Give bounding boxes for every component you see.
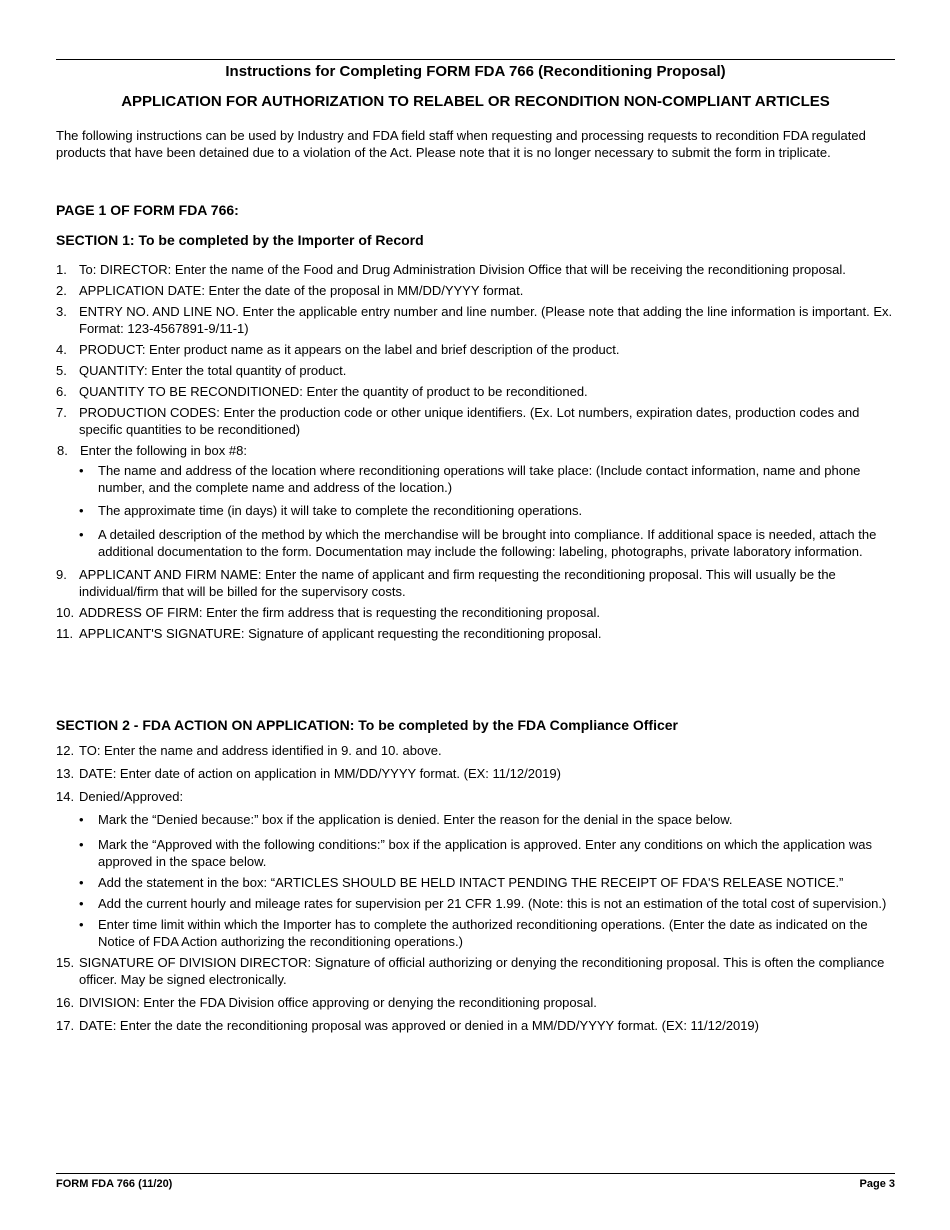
- bullet-item: [56, 462, 895, 496]
- item-text: QUANTITY TO BE RECONDITIONED: Enter the quantity of product to be reconditioned.: [79, 384, 588, 399]
- intro-paragraph: The following instructions can be used by Industry and FDA field staff when requesting and processing requests to recondition FDA regulated products that have been detained due to a violation of the Act. Please note that it is no longer necessary to submit the form in triplicate.: [56, 128, 866, 160]
- list-item: [56, 341, 895, 358]
- list-item: [56, 442, 895, 459]
- item-number: 16.: [56, 995, 75, 1010]
- item-number: 12.: [56, 743, 75, 758]
- item-number: 13.: [56, 766, 75, 781]
- item-number: 5.: [56, 363, 67, 378]
- bullet-icon: •: [79, 896, 84, 911]
- item-number: 4.: [56, 342, 67, 357]
- footer-form-id: FORM FDA 766 (11/20): [56, 1178, 173, 1190]
- section2-heading: SECTION 2 - FDA ACTION ON APPLICATION: To be completed by the FDA Compliance Officer: [56, 717, 679, 733]
- item-text: PRODUCTION CODES: Enter the production code or other unique identifiers. (Ex. Lot numbers, expiration dates, production codes and specific quantities to be reconditioned): [79, 405, 860, 437]
- bullet-icon: •: [79, 917, 84, 932]
- item-text: QUANTITY: Enter the total quantity of product.: [79, 363, 347, 378]
- bullet-item: [56, 916, 895, 950]
- list-item: [56, 1017, 895, 1034]
- bullet-item: [56, 836, 895, 870]
- list-item: [56, 742, 895, 759]
- item-number: 1.: [56, 262, 67, 277]
- footer-page-number: Page 3: [859, 1178, 895, 1190]
- bullet-text: A detailed description of the method by which the merchandise will be brought into compliance. If additional space is needed, attach the additional documentation to the form. Documentation may include the following: labeling, photographs, private laboratory information.: [98, 527, 877, 559]
- item-text: TO: Enter the name and address identified in 9. and 10. above.: [79, 743, 442, 758]
- bottom-divider: [56, 1173, 895, 1174]
- item-number: 11.: [56, 626, 74, 641]
- item-text: Denied/Approved:: [79, 789, 184, 804]
- bullet-icon: •: [79, 837, 84, 852]
- section1-list: [56, 261, 895, 642]
- list-item: [56, 404, 895, 438]
- page-heading: PAGE 1 OF FORM FDA 766:: [56, 202, 239, 218]
- bullet-item: [56, 526, 895, 560]
- list-item: [56, 282, 895, 299]
- document-page: [56, 0, 895, 1230]
- document-subtitle: APPLICATION FOR AUTHORIZATION TO RELABEL OR RECONDITION NON-COMPLIANT ARTICLES: [121, 93, 830, 110]
- item-number: 17.: [56, 1018, 75, 1033]
- list-item: [56, 261, 895, 278]
- bullet-text: Mark the “Approved with the following conditions:” box if the application is approved. Enter any conditions on which the application was approved in the space below.: [98, 837, 872, 869]
- document-title: Instructions for Completing FORM FDA 766 (Reconditioning Proposal): [225, 63, 726, 80]
- bullet-item: [56, 895, 895, 912]
- bullet-icon: •: [79, 527, 84, 542]
- bullet-item: [56, 811, 895, 828]
- item-text: Enter the following in box #8:: [80, 443, 247, 458]
- list-item: [56, 765, 895, 782]
- bullet-text: The approximate time (in days) it will take to complete the reconditioning operations.: [98, 503, 583, 518]
- item-number: 8.: [57, 443, 68, 458]
- list-item: [56, 362, 895, 379]
- item-text: DATE: Enter the date the reconditioning proposal was approved or denied in a MM/DD/YYYY format. (EX: 11/12/2019): [79, 1018, 759, 1033]
- item14-bullets: [56, 811, 895, 950]
- item-text: To: DIRECTOR: Enter the name of the Food and Drug Administration Division Office that will be receiving the reconditioning proposal.: [79, 262, 846, 277]
- bullet-item: [56, 874, 895, 891]
- section2-list: [56, 742, 895, 1034]
- item-text: APPLICATION DATE: Enter the date of the proposal in MM/DD/YYYY format.: [79, 283, 524, 298]
- bullet-item: [56, 502, 895, 519]
- top-divider: [56, 59, 895, 60]
- item-text: ADDRESS OF FIRM: Enter the firm address that is requesting the reconditioning proposal.: [79, 605, 600, 620]
- item-number: 9.: [56, 567, 67, 582]
- bullet-text: Add the current hourly and mileage rates for supervision per 21 CFR 1.99. (Note: this is not an estimation of the total cost of supervision.): [98, 896, 887, 911]
- list-item: [56, 383, 895, 400]
- item-text: APPLICANT'S SIGNATURE: Signature of applicant requesting the reconditioning proposal.: [79, 626, 602, 641]
- item-text: ENTRY NO. AND LINE NO. Enter the applicable entry number and line number. (Please note that adding the line information is important. Ex. Format: 123-4567891-9/11-1): [79, 304, 893, 336]
- bullet-icon: •: [79, 503, 84, 518]
- list-item: [56, 954, 895, 988]
- item-number: 15.: [56, 955, 75, 970]
- list-item: [56, 788, 895, 805]
- item8-bullets: [56, 462, 895, 560]
- bullet-text: Add the statement in the box: “ARTICLES SHOULD BE HELD INTACT PENDING THE RECEIPT OF FDA'S RELEASE NOTICE.”: [98, 875, 844, 890]
- item-text: DIVISION: Enter the FDA Division office approving or denying the reconditioning proposal.: [79, 995, 597, 1010]
- list-item: [56, 994, 895, 1011]
- bullet-text: Enter time limit within which the Importer has to complete the authorized reconditioning operations. (Enter the date as indicated on the Notice of FDA Action authorizing the reconditioning operations.): [98, 917, 868, 949]
- bullet-icon: •: [79, 463, 84, 478]
- item-number: 10.: [56, 605, 75, 620]
- item-text: APPLICANT AND FIRM NAME: Enter the name of applicant and firm requesting the reconditioning proposal. This will usually be the individual/firm that will be billed for the supervisory costs.: [79, 567, 836, 599]
- section1-heading: SECTION 1: To be completed by the Importer of Record: [56, 232, 424, 248]
- item-number: 7.: [56, 405, 67, 420]
- item-number: 3.: [56, 304, 67, 319]
- bullet-icon: •: [79, 812, 84, 827]
- item-text: SIGNATURE OF DIVISION DIRECTOR: Signature of official authorizing or denying the reconditioning proposal. This is often the compliance officer. May be signed electronically.: [79, 955, 885, 987]
- bullet-icon: •: [79, 875, 84, 890]
- item-text: PRODUCT: Enter product name as it appears on the label and brief description of the product.: [79, 342, 620, 357]
- bullet-text: The name and address of the location where reconditioning operations will take place: (Include contact information, name and phone number, and the complete name and address of the location.): [98, 463, 861, 495]
- item-number: 14.: [56, 789, 75, 804]
- list-item: [56, 303, 895, 337]
- bullet-text: Mark the “Denied because:” box if the application is denied. Enter the reason for the denial in the space below.: [98, 812, 733, 827]
- list-item: [56, 625, 895, 642]
- item-number: 6.: [56, 384, 67, 399]
- item-text: DATE: Enter date of action on application in MM/DD/YYYY format. (EX: 11/12/2019): [79, 766, 561, 781]
- list-item: [56, 566, 895, 600]
- item-number: 2.: [56, 283, 67, 298]
- list-item: [56, 604, 895, 621]
